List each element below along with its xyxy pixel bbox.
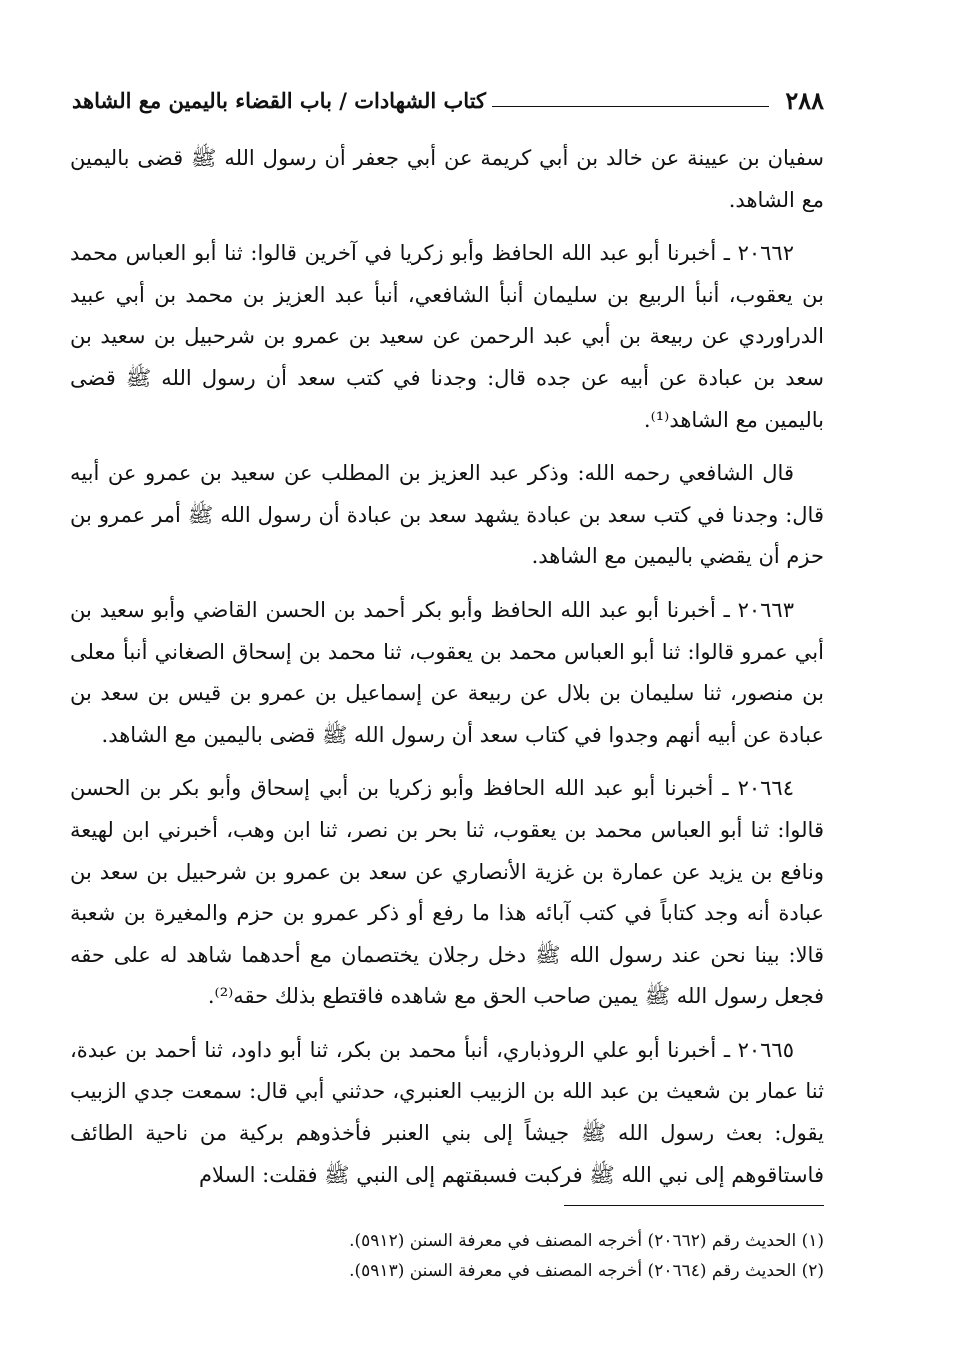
footnote-1: (١) الحديث رقم (٢٠٦٦٢) أخرجه المصنف في معرفة السنن (٥٩١٢). — [349, 1231, 824, 1251]
footnote-rule — [564, 1205, 824, 1206]
hadith-20662: ٢٠٦٦٢ ـ أخبرنا أبو عبد الله الحافظ وأبو زكريا في آخرين قالوا: ثنا أبو العباس محمد بن يعقوب، أنبأ الربيع بن سليمان أنبأ الشافعي، أنبأ عبد العزيز بن محمد بن أبي عبيد الدراوردي عن ربيعة بن أبي عبد الرحمن عن سعيد بن عمرو بن شرحبيل بن سعيد بن سعد بن عبادة عن أبيه عن جده قال: وجدنا في كتب سعد أن رسول الله ﷺ قضى باليمين مع الشاهد⁽¹⁾. — [70, 241, 824, 432]
footnotes — [300, 1226, 824, 1286]
page-header — [72, 82, 824, 118]
hadith-20665: ٢٠٦٦٥ ـ أخبرنا أبو علي الروذباري، أنبأ محمد بن بكر، ثنا أبو داود، ثنا أحمد بن عبدة، ثنا عمار بن شعيث بن عبد الله بن الزبيب العنبري، حدثني أبي قال: سمعت جدي الزبيب يقول: بعث رسول الله ﷺ جيشاً إلى بني العنبر فأخذوهم بركية من ناحية الطائف فاستاقوهم إلى نبي الله ﷺ فركبت فسبقتهم إلى النبي ﷺ فقلت: السلام — [70, 1037, 824, 1187]
hadith-20664: ٢٠٦٦٤ ـ أخبرنا أبو عبد الله الحافظ وأبو زكريا بن أبي إسحاق وأبو بكر بن الحسن قالوا: ثنا أبو العباس محمد بن يعقوب، ثنا بحر بن نصر، ثنا ابن وهب، أخبرني ابن لهيعة ونافع بن يزيد عن عمارة بن غزية الأنصاري عن سعد بن عمرو بن شرحبيل بن سعد بن عبادة أنه وجد كتاباً في كتب آبائه هذا ما رفع أو ذكر عمرو بن حزم والمغيرة بن شعبة قالا: بينا نحن عند رسول الله ﷺ دخل رجلان يختصمان مع أحدهما شاهد له على حقه فجعل رسول الله ﷺ يمين صاحب الحق مع شاهده فاقتطع بذلك حقه⁽²⁾. — [70, 776, 824, 1009]
running-head: كتاب الشهادات / باب القضاء باليمين مع الشاهد — [72, 87, 487, 113]
page-number: ٢٨٨ — [785, 85, 824, 115]
paragraph-continuation: سفيان بن عيينة عن خالد بن أبي كريمة عن أبي جعفر أن رسول الله ﷺ قضى باليمين مع الشاهد. — [70, 146, 824, 212]
footnote-2: (٢) الحديث رقم (٢٠٦٦٤) أخرجه المصنف في معرفة السنن (٥٩١٣). — [349, 1261, 824, 1281]
shafii-comment: قال الشافعي رحمه الله: وذكر عبد العزيز بن المطلب عن سعيد بن عمرو عن أبيه قال: وجدنا في كتب سعد بن عبادة يشهد سعد بن عبادة أن رسول الله ﷺ أمر عمرو بن حزم أن يقضي باليمين مع الشاهد. — [70, 461, 824, 569]
header-rule — [492, 106, 769, 107]
hadith-20663: ٢٠٦٦٣ ـ أخبرنا أبو عبد الله الحافظ وأبو بكر أحمد بن الحسن القاضي وأبو سعيد بن أبي عمرو قالوا: ثنا أبو العباس محمد بن يعقوب، ثنا محمد بن إسحاق الصغاني أنبأ معلى بن منصور، ثنا سليمان بن بلال عن ربيعة عن إسماعيل بن عمرو بن قيس بن سعد بن عبادة عن أبيه أنهم وجدوا في كتاب سعد أن رسول الله ﷺ قضى باليمين مع الشاهد. — [70, 597, 824, 747]
main-text — [70, 138, 824, 1208]
